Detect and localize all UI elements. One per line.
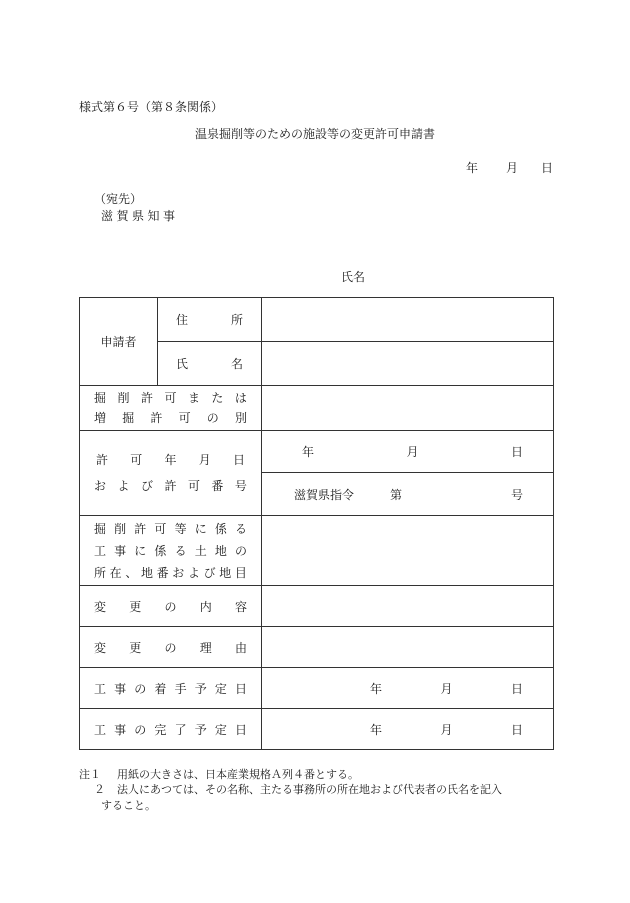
note-2-text: 法人にあつては、その名称、主たる事務所の所在地および代表者の氏名を記入 bbox=[117, 783, 502, 796]
change-content-field[interactable] bbox=[262, 586, 554, 627]
permit-date-number-label: 許 可 年 月 日 お よ び 許 可 番 号 bbox=[80, 431, 262, 516]
date-year-label: 年 bbox=[466, 161, 479, 175]
permit-number-prefix: 滋賀県指令 bbox=[294, 487, 355, 502]
date-month-label: 月 bbox=[506, 161, 519, 175]
completion-year-label: 年 bbox=[370, 722, 383, 737]
start-month-label: 月 bbox=[440, 681, 453, 696]
addressee-prefix: （宛先） bbox=[94, 192, 143, 206]
addressee-name: 滋 賀 県 知 事 bbox=[101, 209, 175, 223]
name-label: 氏 名 bbox=[158, 342, 262, 386]
permit-year-label: 年 bbox=[302, 445, 315, 459]
permit-number-suffix: 号 bbox=[510, 487, 523, 502]
form-number: 様式第６号（第８条関係） bbox=[79, 100, 224, 114]
form-title: 温泉掘削等のための施設等の変更許可申請書 bbox=[194, 127, 435, 141]
permit-number-field[interactable] bbox=[262, 473, 554, 516]
permit-type-field[interactable] bbox=[262, 386, 554, 431]
permit-type-label: 掘 削 許 可 ま た は 増 掘 許 可 の 別 bbox=[80, 386, 262, 431]
note-1-text: 用紙の大きさは、日本産業規格Ａ列４番とする。 bbox=[117, 768, 359, 781]
date-day-label: 日 bbox=[541, 161, 554, 175]
start-date-label: 工 事 の 着 手 予 定 日 bbox=[80, 668, 262, 709]
note-1-number: 注１ bbox=[79, 768, 101, 781]
site-location-label: 掘 削 許 可 等 に 係 る 工 事 に 係 る 土 地 の 所 在 、 地 番 お よ び 地 目 bbox=[80, 516, 262, 586]
name-field[interactable] bbox=[262, 342, 554, 386]
completion-date-field[interactable] bbox=[262, 709, 554, 750]
change-content-label: 変 更 の 内 容 bbox=[80, 586, 262, 627]
site-location-field[interactable] bbox=[262, 516, 554, 586]
change-reason-field[interactable] bbox=[262, 627, 554, 668]
completion-day-label: 日 bbox=[510, 722, 523, 737]
completion-date-label: 工 事 の 完 了 予 定 日 bbox=[80, 709, 262, 750]
application-form-table bbox=[79, 297, 554, 750]
change-reason-label: 変 更 の 理 由 bbox=[80, 627, 262, 668]
note-2-number: ２ bbox=[94, 783, 105, 796]
note-2-continuation: すること。 bbox=[101, 799, 156, 812]
completion-month-label: 月 bbox=[440, 722, 453, 737]
start-date-field[interactable] bbox=[262, 668, 554, 709]
start-year-label: 年 bbox=[370, 681, 383, 696]
start-day-label: 日 bbox=[510, 681, 523, 696]
address-label: 住 所 bbox=[158, 298, 262, 342]
applicant-name-label: 氏名 bbox=[341, 270, 366, 284]
permit-number-mid: 第 bbox=[390, 487, 403, 502]
address-field[interactable] bbox=[262, 298, 554, 342]
permit-month-label: 月 bbox=[406, 445, 419, 459]
permit-date-field[interactable] bbox=[262, 431, 554, 473]
permit-day-label: 日 bbox=[510, 445, 523, 459]
applicant-group-label: 申請者 bbox=[80, 298, 158, 386]
